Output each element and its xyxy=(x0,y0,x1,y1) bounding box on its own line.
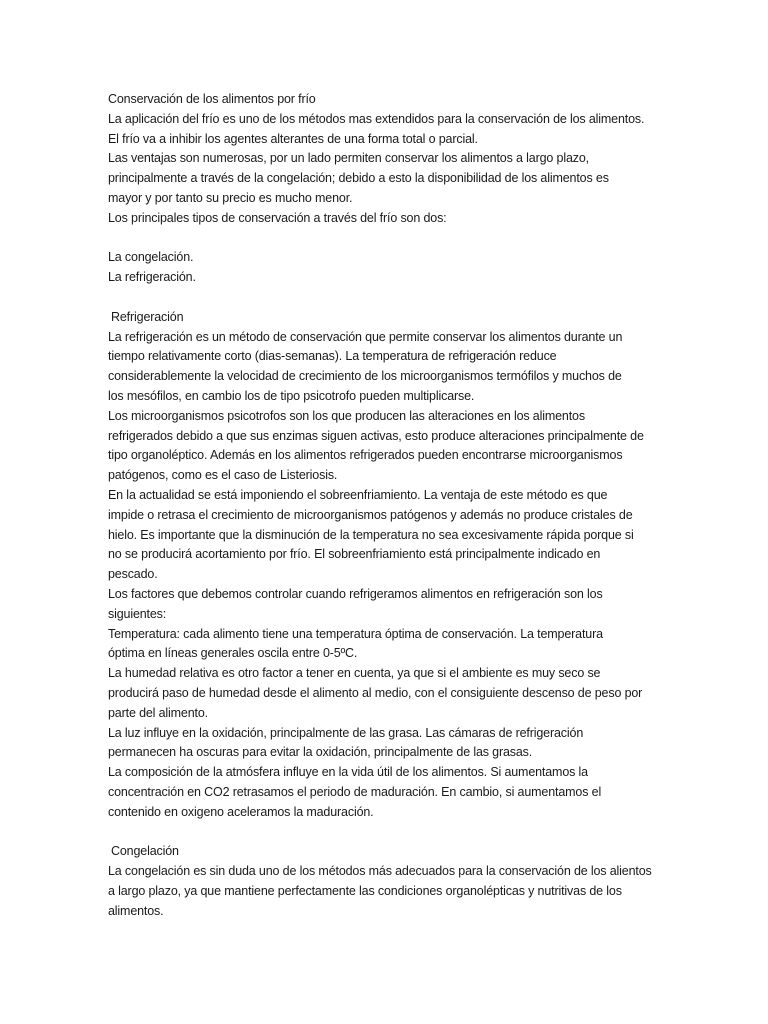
paragraph-line: La congelación es sin duda uno de los métodos más adecuados para la conservación de los alientos xyxy=(108,864,652,879)
paragraph-line: impide o retrasa el crecimiento de microorganismos patógenos y además no produce cristales de xyxy=(108,507,633,522)
list-item: La congelación. xyxy=(108,250,194,265)
paragraph-line: Los microorganismos psicotrofos son los que producen las alteraciones en los alimentos xyxy=(108,408,585,423)
section-heading-refrigeracion: Refrigeración xyxy=(111,309,184,324)
section-heading-congelacion: Congelación xyxy=(111,844,179,859)
paragraph-line: La humedad relativa es otro factor a tener en cuenta, ya que si el ambiente es muy seco se xyxy=(108,666,601,681)
paragraph-line: parte del alimento. xyxy=(108,705,208,720)
paragraph-line: óptima en líneas generales oscila entre 0-5ºC. xyxy=(108,646,358,661)
paragraph-line: pescado. xyxy=(108,567,158,582)
paragraph-line: no se producirá acortamiento por frío. El sobreenfriamiento está principalmente indicado en xyxy=(108,547,601,562)
paragraph-line: producirá paso de humedad desde el alimento al medio, con el consiguiente descenso de peso por xyxy=(108,685,643,700)
document-title: Conservación de los alimentos por frío xyxy=(108,92,316,106)
paragraph-line: La refrigeración es un método de conservación que permite conservar los alimentos durante un xyxy=(108,329,623,344)
blank-line xyxy=(108,229,668,249)
paragraph-line: refrigerados debido a que sus enzimas siguen activas, esto produce alteraciones principalmente de xyxy=(108,428,644,443)
document-page xyxy=(108,90,668,921)
paragraph-line: los mesófilos, en cambio los de tipo psicotrofo pueden multiplicarse. xyxy=(108,388,475,403)
paragraph-line: considerablemente la velocidad de crecimiento de los microorganismos termófilos y muchos de xyxy=(108,369,622,384)
types-list xyxy=(108,248,668,288)
intro-section xyxy=(108,90,668,229)
paragraph-line: contenido en oxigeno aceleramos la maduración. xyxy=(108,804,374,819)
paragraph-line: La composición de la atmósfera influye en la vida útil de los alimentos. Si aumentamos la xyxy=(108,765,588,780)
blank-line xyxy=(108,288,668,308)
paragraph-line: En la actualidad se está imponiendo el sobreenfriamiento. La ventaja de este método es que xyxy=(108,487,608,502)
blank-line xyxy=(108,822,668,842)
paragraph-line: siguientes: xyxy=(108,606,167,621)
refrigeracion-section xyxy=(108,308,668,823)
list-item: La refrigeración. xyxy=(108,270,196,285)
paragraph-line: hielo. Es importante que la disminución de la temperatura no sea excesivamente rápida porque si xyxy=(108,527,634,542)
paragraph-line: alimentos. xyxy=(108,903,164,918)
paragraph-line: principalmente a través de la congelación; debido a esto la disponibilidad de los alimentos es xyxy=(108,171,609,186)
paragraph-line: Los factores que debemos controlar cuando refrigeramos alimentos en refrigeración son los xyxy=(108,586,603,601)
paragraph-line: mayor y por tanto su precio es mucho menor. xyxy=(108,190,353,205)
paragraph-line: La luz influye en la oxidación, principalmente de las grasa. Las cámaras de refrigeración xyxy=(108,725,584,740)
paragraph-line: tiempo relativamente corto (dias-semanas). La temperatura de refrigeración reduce xyxy=(108,349,557,364)
paragraph-line: permanecen ha oscuras para evitar la oxidación, principalmente de las grasas. xyxy=(108,745,533,760)
paragraph-line: El frío va a inhibir los agentes alterantes de una forma total o parcial. xyxy=(108,131,478,146)
paragraph-line: Temperatura: cada alimento tiene una temperatura óptima de conservación. La temperatura xyxy=(108,626,603,641)
paragraph-line: tipo organoléptico. Además en los alimentos refrigerados pueden encontrarse microorganismos xyxy=(108,448,623,463)
paragraph-line: patógenos, como es el caso de Listeriosis. xyxy=(108,468,338,483)
paragraph-line: concentración en CO2 retrasamos el periodo de maduración. En cambio, si aumentamos el xyxy=(108,784,602,799)
paragraph-line: Los principales tipos de conservación a través del frío son dos: xyxy=(108,210,447,225)
paragraph-line: Las ventajas son numerosas, por un lado permiten conservar los alimentos a largo plazo, xyxy=(108,151,589,166)
paragraph-line: La aplicación del frío es uno de los métodos mas extendidos para la conservación de los alimentos. xyxy=(108,111,645,126)
paragraph-line: a largo plazo, ya que mantiene perfectamente las condiciones organolépticas y nutritivas de los xyxy=(108,883,622,898)
congelacion-section xyxy=(108,842,668,921)
